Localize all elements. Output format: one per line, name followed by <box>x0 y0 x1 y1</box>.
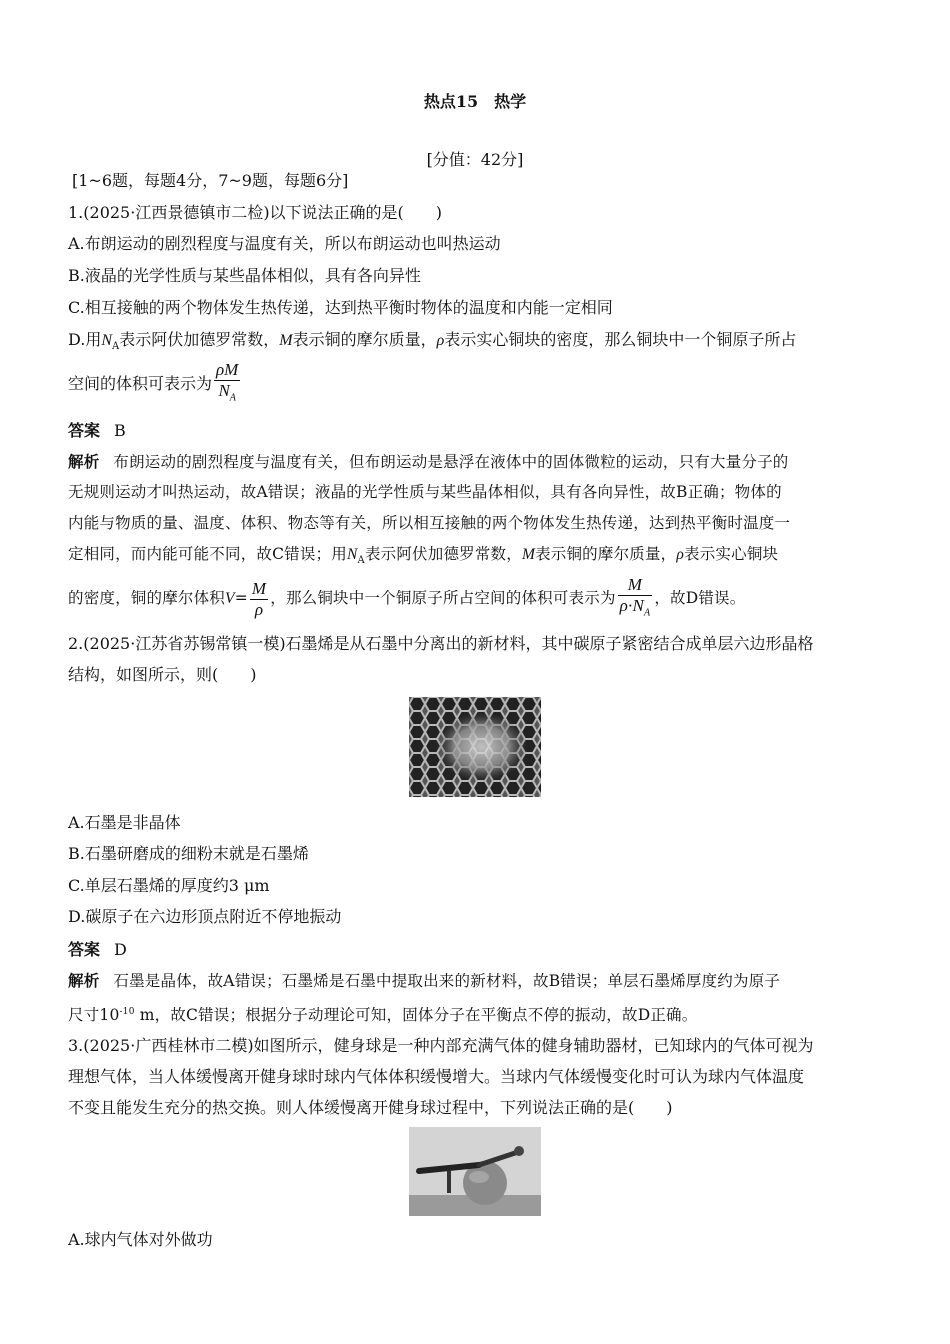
fitness-ball-image <box>409 1127 541 1216</box>
q1-d-mid2: 表示铜的摩尔质量， <box>292 330 437 349</box>
q2-exp2-sup: -10 <box>119 1007 135 1017</box>
q2-answer-value: D <box>114 940 127 959</box>
q3-option-a: A.球内气体对外做功 <box>68 1230 213 1249</box>
q1-exp5-eq: = <box>234 589 248 607</box>
q3-stem-1: 3.(2025·广西桂林市二模)如图所示，健身球是一种内部充满气体的健身辅助器材，已知球内的气体可视为 <box>68 1036 814 1055</box>
q1-d-frac-den-sub: A <box>229 392 236 404</box>
q3-stem-2: 理想气体，当人体缓慢离开健身球时球内气体体积缓慢增大。当球内气体缓慢变化时可认为球内气体温度 <box>68 1067 805 1086</box>
q2-option-b: B.石墨研磨成的细粉末就是石墨烯 <box>68 844 309 863</box>
q1-exp4-na-sub: A <box>357 555 365 567</box>
q1-exp-text-1: 布朗运动的剧烈程度与温度有关，但布朗运动是悬浮在液体中的固体微粒的运动，只有大量分子的 <box>113 453 789 471</box>
q1-exp4-m: M <box>521 546 536 563</box>
q1-d-fraction <box>214 360 240 408</box>
q1-exp5-f1-num: M <box>251 578 267 598</box>
q1-exp5-f2-den: ρ·N <box>619 595 645 615</box>
q2-exp-text-1: 石墨是晶体，故A错误；石墨烯是石墨中提取出来的新材料，故B错误；单层石墨烯厚度约为原子 <box>113 972 781 990</box>
q1-exp5c: ，故D错误。 <box>654 589 746 607</box>
q2-stem-2: 结构，如图所示，则( ) <box>68 665 257 684</box>
q2-exp2b: m，故C错误；根据分子动理论可知，固体分子在平衡点不停的振动，故D正确。 <box>134 1006 698 1025</box>
q1-exp4-na: N <box>346 546 358 563</box>
q1-exp5-frac1 <box>250 579 268 620</box>
q1-exp5-frac2 <box>618 575 653 623</box>
q1-exp5-v: V <box>225 590 235 607</box>
q2-explanation-1 <box>68 970 780 992</box>
q1-d-pre: D.用 <box>68 330 102 349</box>
q1-explanation-4 <box>68 543 778 572</box>
q1-d-rho: ρ <box>436 332 445 349</box>
q2-exp-label: 解析 <box>68 972 100 990</box>
q1-exp5-f2-num: M <box>618 575 653 596</box>
graphene-image <box>409 697 541 797</box>
q1-answer-label: 答案 <box>68 421 101 440</box>
q1-explanation-1 <box>68 451 789 473</box>
q1-explanation-2: 无规则运动才叫热运动，故A错误；液晶的光学性质与某些晶体相似，具有各向异性，故B正确；物体的 <box>68 483 782 501</box>
q1-exp5-f1-den: ρ <box>254 599 264 619</box>
q1-answer-value: B <box>114 421 126 440</box>
q1-exp5b: ，那么铜块中一个铜原子所占空间的体积可表示为 <box>270 589 616 607</box>
q1-exp5a: 的密度，铜的摩尔体积 <box>68 589 226 607</box>
q1-exp4-rho: ρ <box>676 546 685 563</box>
q2-option-a: A.石墨是非晶体 <box>68 813 181 832</box>
q2-option-c: C.单层石墨烯的厚度约3 μm <box>68 876 270 895</box>
q2-explanation-2 <box>68 1001 697 1026</box>
page-title: 热点15 热学 <box>423 92 527 111</box>
q1-exp4d: 表示实心铜块 <box>684 545 779 563</box>
q2-exp2a: 尺寸10 <box>68 1006 120 1025</box>
q2-answer <box>68 939 127 961</box>
q1-d-post: 表示实心铜块的密度，那么铜块中一个铜原子所占 <box>444 330 797 349</box>
graphene-lattice-illustration <box>409 697 541 797</box>
q2-stem-1: 2.(2025·江苏省苏锡常镇一模)石墨烯是从石墨中分离出的新材料，其中碳原子紧密结合成单层六边形晶格 <box>68 634 814 653</box>
q1-d-m: M <box>279 332 293 349</box>
q1-d-frac-num: ρM <box>216 360 239 380</box>
q1-d-na-sub: A <box>112 341 120 353</box>
q3-stem-3: 不变且能发生充分的热交换。则人体缓慢离开健身球过程中，下列说法正确的是( ) <box>68 1098 673 1117</box>
q2-option-d: D.碳原子在六边形顶点附近不停地振动 <box>68 907 342 926</box>
score-note: [1~6题，每题4分，7~9题，每题6分] <box>72 171 349 190</box>
q1-stem: 1.(2025·江西景德镇市二检)以下说法正确的是( ) <box>68 203 443 222</box>
q1-d-mid1: 表示阿伏加德罗常数， <box>119 330 280 349</box>
q1-option-d-line2 <box>68 358 242 410</box>
q1-exp-label: 解析 <box>68 453 100 471</box>
score-info: [分值：42分] <box>426 150 524 169</box>
q1-exp5-f2-den-sub: A <box>644 607 651 619</box>
q1-exp4c: 表示铜的摩尔质量， <box>535 545 677 563</box>
q1-d-na: N <box>101 332 113 349</box>
q1-exp4b: 表示阿伏加德罗常数， <box>364 545 522 563</box>
q1-d-line2: 空间的体积可表示为 <box>68 374 213 393</box>
q1-explanation-3: 内能与物质的量、温度、体积、物态等有关，所以相互接触的两个物体发生热传递，达到热平衡时温度一 <box>68 514 791 532</box>
q1-explanation-5 <box>68 572 745 625</box>
q1-option-d <box>68 329 796 358</box>
q1-option-a: A.布朗运动的剧烈程度与温度有关，所以布朗运动也叫热运动 <box>68 234 501 253</box>
fitness-ball-illustration <box>409 1127 541 1216</box>
q1-answer <box>68 420 126 442</box>
q1-option-c: C.相互接触的两个物体发生热传递，达到热平衡时物体的温度和内能一定相同 <box>68 298 613 317</box>
q1-d-frac-den: N <box>218 381 230 401</box>
q1-exp4a: 定相同，而内能可能不同，故C错误；用 <box>68 545 347 563</box>
q2-answer-label: 答案 <box>68 940 101 959</box>
q1-option-b: B.液晶的光学性质与某些晶体相似，具有各向异性 <box>68 266 421 285</box>
